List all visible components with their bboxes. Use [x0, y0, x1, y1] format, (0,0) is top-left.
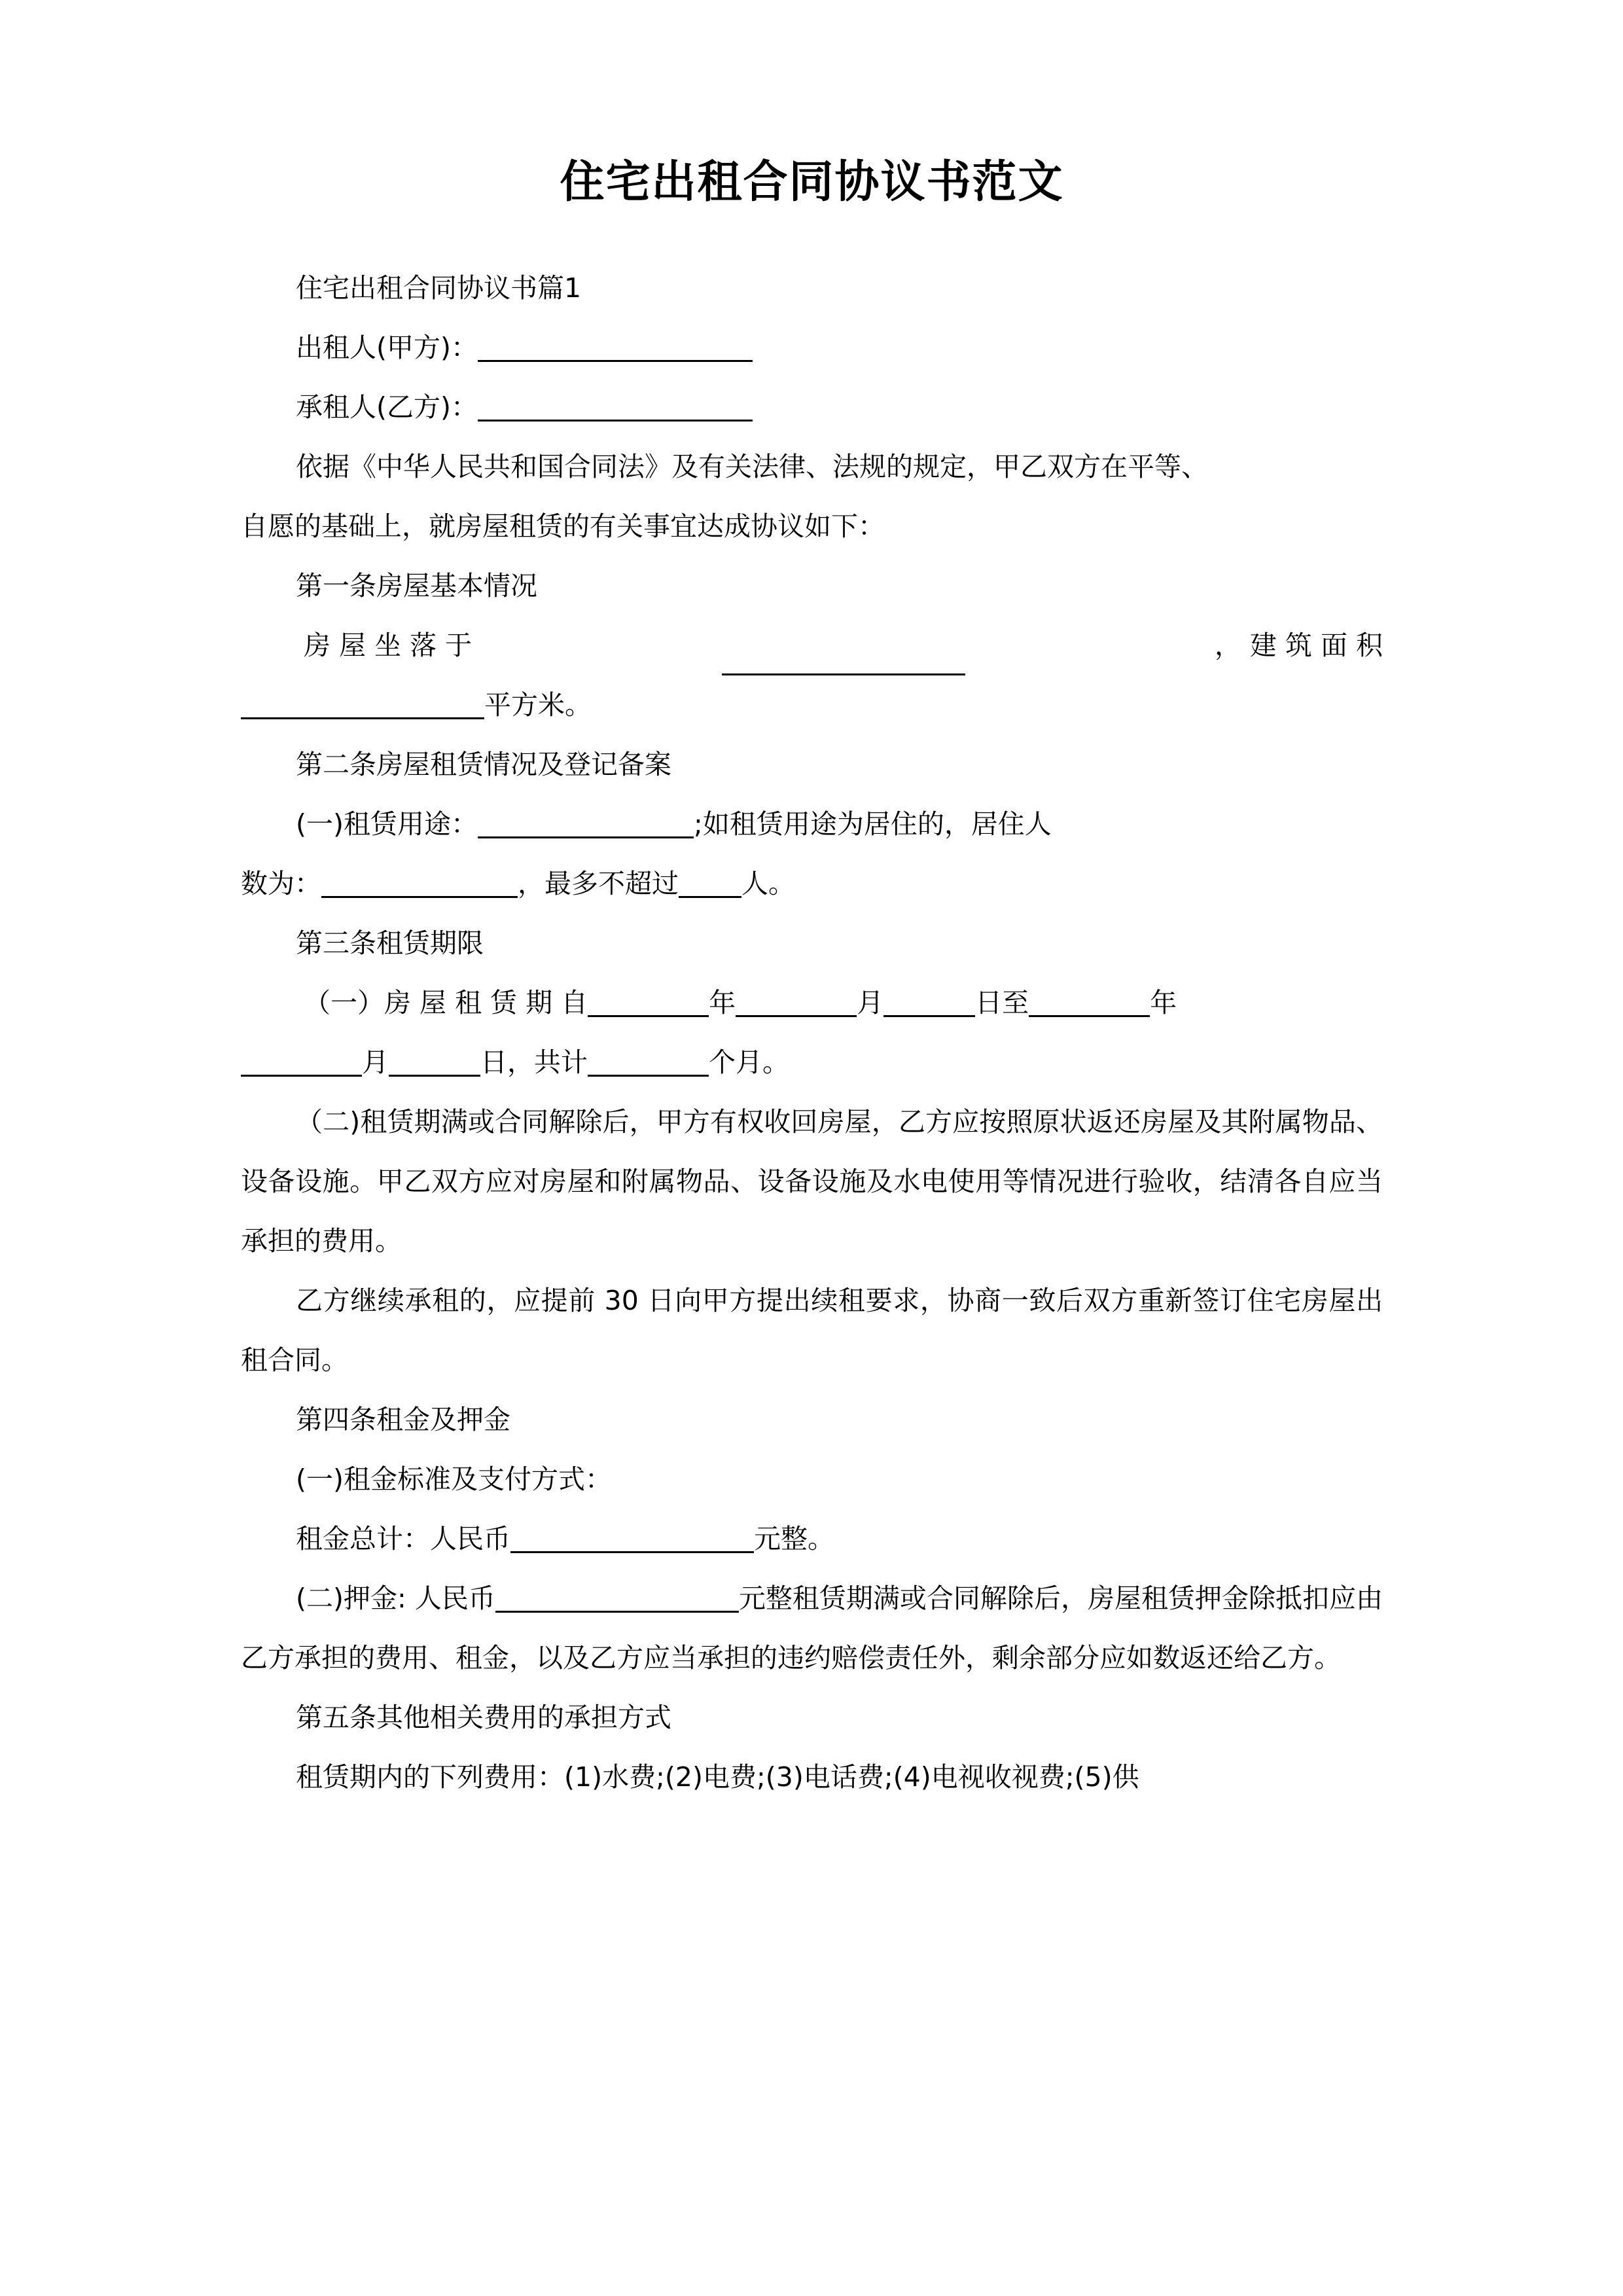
location-prefix: 房 屋 坐 落 于: [304, 630, 473, 661]
occupants-max-blank[interactable]: [679, 896, 741, 898]
unit-month-1: 月: [857, 987, 884, 1018]
occupants-prefix: 数为：: [241, 868, 321, 899]
deposit-prefix: (二)押金: 人民币: [296, 1583, 495, 1614]
unit-year-2: 年: [1150, 987, 1177, 1018]
unit-month-2: 月: [362, 1047, 389, 1078]
unit-day-1: 日: [975, 987, 1003, 1018]
term-total-suffix: 个月。: [709, 1047, 789, 1078]
unit-year-1: 年: [709, 987, 736, 1018]
location-blank[interactable]: [722, 616, 965, 675]
usage-blank[interactable]: [478, 836, 694, 838]
location-mid: ， 建 筑 面 积: [1214, 630, 1383, 661]
term-start-year-blank[interactable]: [588, 1015, 709, 1017]
article2-item1-line1: [241, 795, 1383, 854]
page-title: 住宅出租合同协议书范文: [560, 156, 1064, 208]
article1-heading: 第一条房屋基本情况: [296, 570, 537, 601]
term-end-month-blank[interactable]: [241, 1075, 362, 1077]
article5-heading: 第五条其他相关费用的承担方式: [296, 1702, 671, 1733]
term-end-year-blank[interactable]: [1029, 1015, 1150, 1017]
term-prefix: （一）房 屋 租 赁 期 自: [304, 987, 588, 1018]
document-body: [241, 154, 1383, 1807]
document-subtitle: 住宅出租合同协议书篇1: [296, 272, 582, 304]
rent-total-blank[interactable]: [510, 1551, 754, 1553]
article4-rent-total: [241, 1509, 1383, 1569]
article3-renewal: 乙方继续承租的，应提前 30 日向甲方提出续租要求，协商一致后双方重新签订住宅房屋出租合同。: [241, 1285, 1383, 1376]
occupants-blank[interactable]: [321, 896, 518, 898]
lessee-label: 承租人(乙方)：: [296, 391, 478, 423]
article3-item2: （二)租赁期满或合同解除后，甲方有权收回房屋，乙方应按照原状返还房屋及其附属物品、设备设施。甲乙双方应对房屋和附属物品、设备设施及水电使用等情况进行验收，结清各自应当承担的费用。: [241, 1106, 1383, 1257]
lessor-blank[interactable]: [478, 360, 753, 362]
lessee-line: [241, 378, 1383, 437]
usage-prefix: (一)租赁用途：: [296, 808, 478, 840]
term-total-months-blank[interactable]: [588, 1075, 709, 1077]
term-total-label: 日，共计: [480, 1047, 588, 1078]
article1-area-line: [241, 675, 1383, 735]
rent-total-suffix: 元整。: [754, 1523, 834, 1554]
usage-mid: ;如租赁用途为居住的，居住人: [694, 808, 1052, 840]
area-suffix: 平方米。: [484, 689, 592, 721]
term-to: 至: [1002, 987, 1029, 1018]
lessee-blank[interactable]: [478, 420, 753, 422]
occupants-mid: ，最多不超过: [518, 868, 679, 899]
deposit-blank[interactable]: [495, 1611, 739, 1613]
article1-location-line: [241, 616, 1383, 675]
article2-item1-line2: [241, 854, 1383, 914]
article5-fees-line: 租赁期内的下列费用：(1)水费;(2)电费;(3)电话费;(4)电视收视费;(5)供: [296, 1761, 1139, 1793]
article4-deposit: [241, 1569, 1383, 1688]
deposit-suffix: 元整租赁期满或合同解除后，房屋租赁押金除抵扣应由乙方承担的费用、租金，以及乙方应当承担的违约赔偿责任外，剩余部分应如数返还给乙方。: [241, 1583, 1383, 1674]
preamble-line-1: 依据《中华人民共和国合同法》及有关法律、法规的规定，甲乙双方在平等、: [296, 451, 1208, 482]
term-start-month-blank[interactable]: [736, 1015, 857, 1017]
preamble-line-2: 自愿的基础上，就房屋租赁的有关事宜达成协议如下：: [241, 511, 885, 542]
article4-item1: (一)租金标准及支付方式：: [296, 1463, 612, 1495]
occupants-suffix: 人。: [741, 868, 795, 899]
term-end-day-blank[interactable]: [389, 1075, 480, 1077]
article3-heading: 第三条租赁期限: [296, 927, 484, 959]
lessor-label: 出租人(甲方)：: [296, 332, 478, 363]
article3-term-line1: [241, 973, 1383, 1033]
rent-total-prefix: 租金总计：人民币: [296, 1523, 510, 1554]
article4-heading: 第四条租金及押金: [296, 1404, 510, 1435]
lessor-line: [241, 318, 1383, 378]
area-blank[interactable]: [241, 717, 484, 719]
article3-term-line2: [241, 1033, 1383, 1092]
article2-heading: 第二条房屋租赁情况及登记备案: [296, 749, 671, 780]
term-start-day-blank[interactable]: [883, 1015, 975, 1017]
